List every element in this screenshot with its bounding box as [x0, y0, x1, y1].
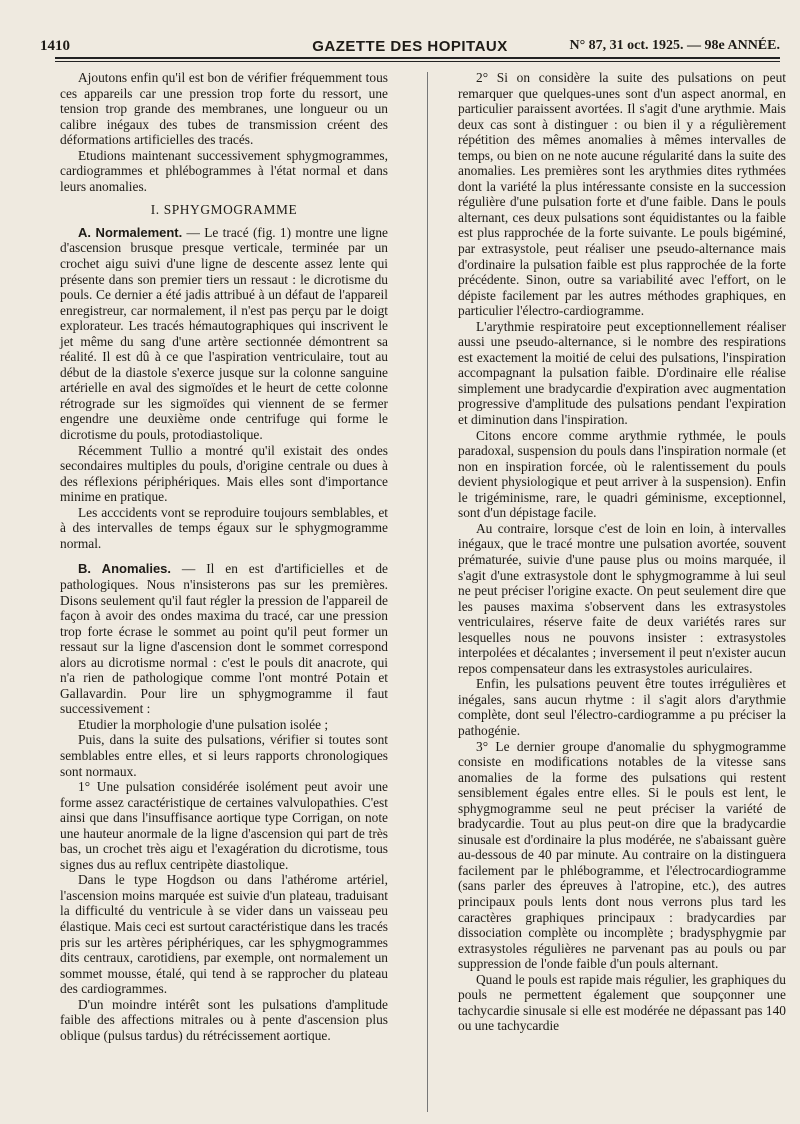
subsection-label: A. Normalement.	[78, 224, 183, 240]
paragraph: Ajoutons enfin qu'il est bon de vérifier fréquemment tous ces appareils car une pression trop forte du ressort, une tension trop grande des membranes, une longueur ou un calibre inégaux des tubes de transmission créent des déformations artificielles des tracés.	[60, 70, 388, 148]
page-number: 1410	[40, 38, 70, 54]
paragraph	[60, 561, 388, 716]
paragraph: Récemment Tullio a montré qu'il existait des ondes secondaires multiples du pouls, d'origine centrale ou dues à des réflexions périphériques. Mais elles sont d'importance minime en pratique.	[60, 442, 388, 505]
running-header	[40, 26, 780, 56]
section-heading: I. SPHYGMOGRAMME	[150, 202, 298, 218]
column-divider	[427, 72, 428, 1112]
issue-info: N° 87, 31 oct. 1925. — 98e ANNÉE.	[569, 38, 780, 53]
paragraph: Enfin, les pulsations peuvent être toutes irrégulières et inégales, sans aucun rhytme : il s'agit alors d'arythmie complète, dont seul l'électro-cardiogramme a pu préciser la pathogénie.	[458, 676, 786, 738]
paragraph: Au contraire, lorsque c'est de loin en loin, à intervalles inégaux, que le tracé montre une pulsation avortée, souvent prématurée, suivie d'une pause plus ou moins marquée, il s'agit d'une extrasystole dont le sphygmogramme à lui seul ne peut préciser l'origine exacte. On peut seulement dire que les pauses maxima s'observent dans les extrasystoles ventriculaires, réserve faite de deux variétés rares sur lesquelles nous ne pouvons insister : extrasystoles interpolées et décalantes ; inversement il peut n'exister aucun repos compensateur dans les extrasystoles auriculaires.	[458, 520, 786, 676]
journal-title: GAZETTE DES HOPITAUX	[312, 38, 508, 55]
paragraph: Citons encore comme arythmie rythmée, le pouls paradoxal, suspension du pouls dans l'inspiration normale (et non en inspiration forcée, où le ralentissement du pouls devient physiologique et peut arriver à la suspension). Enfin le trigéminisme, rare, le quadri géminisme, exceptionnel, sont d'un dépistage facile.	[458, 427, 786, 521]
paragraph: D'un moindre intérêt sont les pulsations d'amplitude faible des affections mitrales ou à pente d'ascension plus oblique (pulsus tardus) du rétrécissement aortique.	[60, 996, 388, 1043]
paragraph	[60, 225, 388, 443]
paragraph: Puis, dans la suite des pulsations, vérifier si toutes sont semblables entre elles, et si leurs rapports chronologiques sont normaux.	[60, 732, 388, 779]
paragraph: 3° Le dernier groupe d'anomalie du sphygmogramme consiste en modifications notables de la vitesse sans anomalies de la forme des pulsations qui restent sensiblement égales entre elles. Si le pouls est lent, le sphygmogramme seul ne peut préciser la variété de bradycardie. Tout au plus peut-on dire que la bradycardie sinusale est d'ordinaire la plus modérée, ne s'abaissant guère au-dessous de 40 par minute. Au contraire on la distinguera facilement par le phlébogramme, et l'électrocardiogramme (sans parler des épreuves à l'atropine, etc.), des autres principaux pouls lents dont nous verrons plus tard les caractères graphiques principaux : bradycardies par dissociation complète ou incomplète ; bradysphygmie par extrasystoles régulières ne parvenant pas au pouls ou par suppression de l'onde faible d'un pouls alternant.	[458, 738, 786, 972]
paragraph: Dans le type Hogdson ou dans l'athérome artériel, l'ascension moins marquée est suivie d'un plateau, traduisant la difficulté du ventricule à se vider dans un vaisseau peu élastique. Mais ceci est surtout caractéristique dans les tracés pris sur les artères périphériques, car les sphygmogrammes dits centraux, carotidiens, par exemple, ont normalement un sommet mousse, étalé, qui tend à se rapprocher du plateau des cardiogrammes.	[60, 872, 388, 997]
paragraph: 1° Une pulsation considérée isolément peut avoir une forme assez caractéristique de certaines valvulopathies. C'est ainsi que dans l'insuffisance aortique type Corrigan, on note une hauteur anormale de la ligne d'ascension qui part de très bas, un crochet très aigu et l'exagération du dicrotisme, tous signes dus au reflux centripète diastolique.	[60, 779, 388, 872]
paragraph-text: — Le tracé (fig. 1) montre une ligne d'ascension brusque presque verticale, terminée par un crochet aigu suivi d'une ligne de descente assez lente qui présente dans son premier tiers un ressaut : le dicrotisme du pouls. Ce dernier a été jadis attribué à un défaut de l'appareil enregistreur, car normalement, il n'est pas perçu par le doigt explorateur. Les tracés hémautographiques qui inscrivent le jet même du sang d'une artère sectionnée démontrent sa réalité. Il est dû à ce que l'aspiration ventriculaire, tout au début de la diastole s'exerce jusque sur la colonne sanguine artérielle en aval des sigmoïdes et le heurt de cette colonne rétrograde sur les sigmoïdes qui viennent de se fermer engendre une deuxième onde centrifuge qui forme le dicrotisme du pouls, protodiastolique.	[60, 224, 388, 443]
paragraph: L'arythmie respiratoire peut exceptionnellement réaliser aussi une pseudo-alternance, si le nombre des respirations est exactement la moitié de celui des pulsations, l'inspiration accompagnant la pulsation faible. D'ordinaire elle réalise simplement une bradycardie d'expiration avec augmentation progressive d'amplitude des pulsations pendant l'expiration et diminution dans l'inspiration.	[458, 318, 786, 428]
paragraph: Etudions maintenant successivement sphygmogrammes, cardiogrammes et phlébogrammes à l'état normal et dans leurs anomalies.	[60, 147, 388, 194]
subsection-label: B. Anomalies.	[78, 561, 172, 577]
header-rule-thin	[55, 61, 780, 62]
paragraph: Etudier la morphologie d'une pulsation isolée ;	[78, 716, 329, 732]
paragraph-text: — Il en est d'artificielles et de pathologiques. Nous n'insisterons pas sur les premières. Disons seulement qu'il faut régler la pression de l'appareil de façon à avoir des ondes maxima du tracé, car une pression trop forte écrase le sommet au point qu'il peut former un ressaut sur la ligne d'ascension dont le sommet correspond alors au dicrotisme normal : c'est le pouls dit anacrote, qui n'a rien de pathologique comme l'ont montré Potain et Gallavardin. Pour lire un sphygmogramme il faut successivement :	[60, 561, 388, 717]
header-rule	[55, 57, 780, 59]
paragraph: Quand le pouls est rapide mais régulier, les graphiques du pouls ne permettent également que soupçonner une tachycardie sinusale si elle est modérée ne dépassant pas 140 ou une tachycardie	[458, 971, 786, 1034]
paragraph: 2° Si on considère la suite des pulsations on peut remarquer que quelques-unes sont d'un aspect anormal, en particulier paraissent avortées. Il s'agit d'une arythmie. Mais deux cas sont à distinguer : ou bien il y a régulièrement répétition des mêmes anomalies à mêmes intervalles de temps, ou bien on ne note aucune régularité dans la suite des anomalies. Les premières sont les arythmies dites rythmées dont la variété la plus intéressante consiste en la succession régulière d'une pulsation forte et d'une faible. Dans le pouls alternant, ces deux pulsations sont équidistantes ou la faible est plus rapprochée de la forte suivante. Le pouls bigéminé, par extrasystole, peut réaliser une pseudo-alternance mais d'ordinaire la pulsation faible est plus rapprochée de la forte précédente. Sinon, outre sa variabilité avec l'effort, on le dépiste facilement par les autres méthodes graphiques, en particulier l'électro-cardiogramme.	[458, 70, 786, 319]
right-column	[458, 70, 786, 1034]
left-column	[60, 70, 388, 1043]
paragraph-gap	[60, 551, 388, 561]
paragraph: Les acccidents vont se reproduire toujours semblables, et à des intervalles de temps égaux sur le sphygmogramme normal.	[60, 504, 388, 551]
